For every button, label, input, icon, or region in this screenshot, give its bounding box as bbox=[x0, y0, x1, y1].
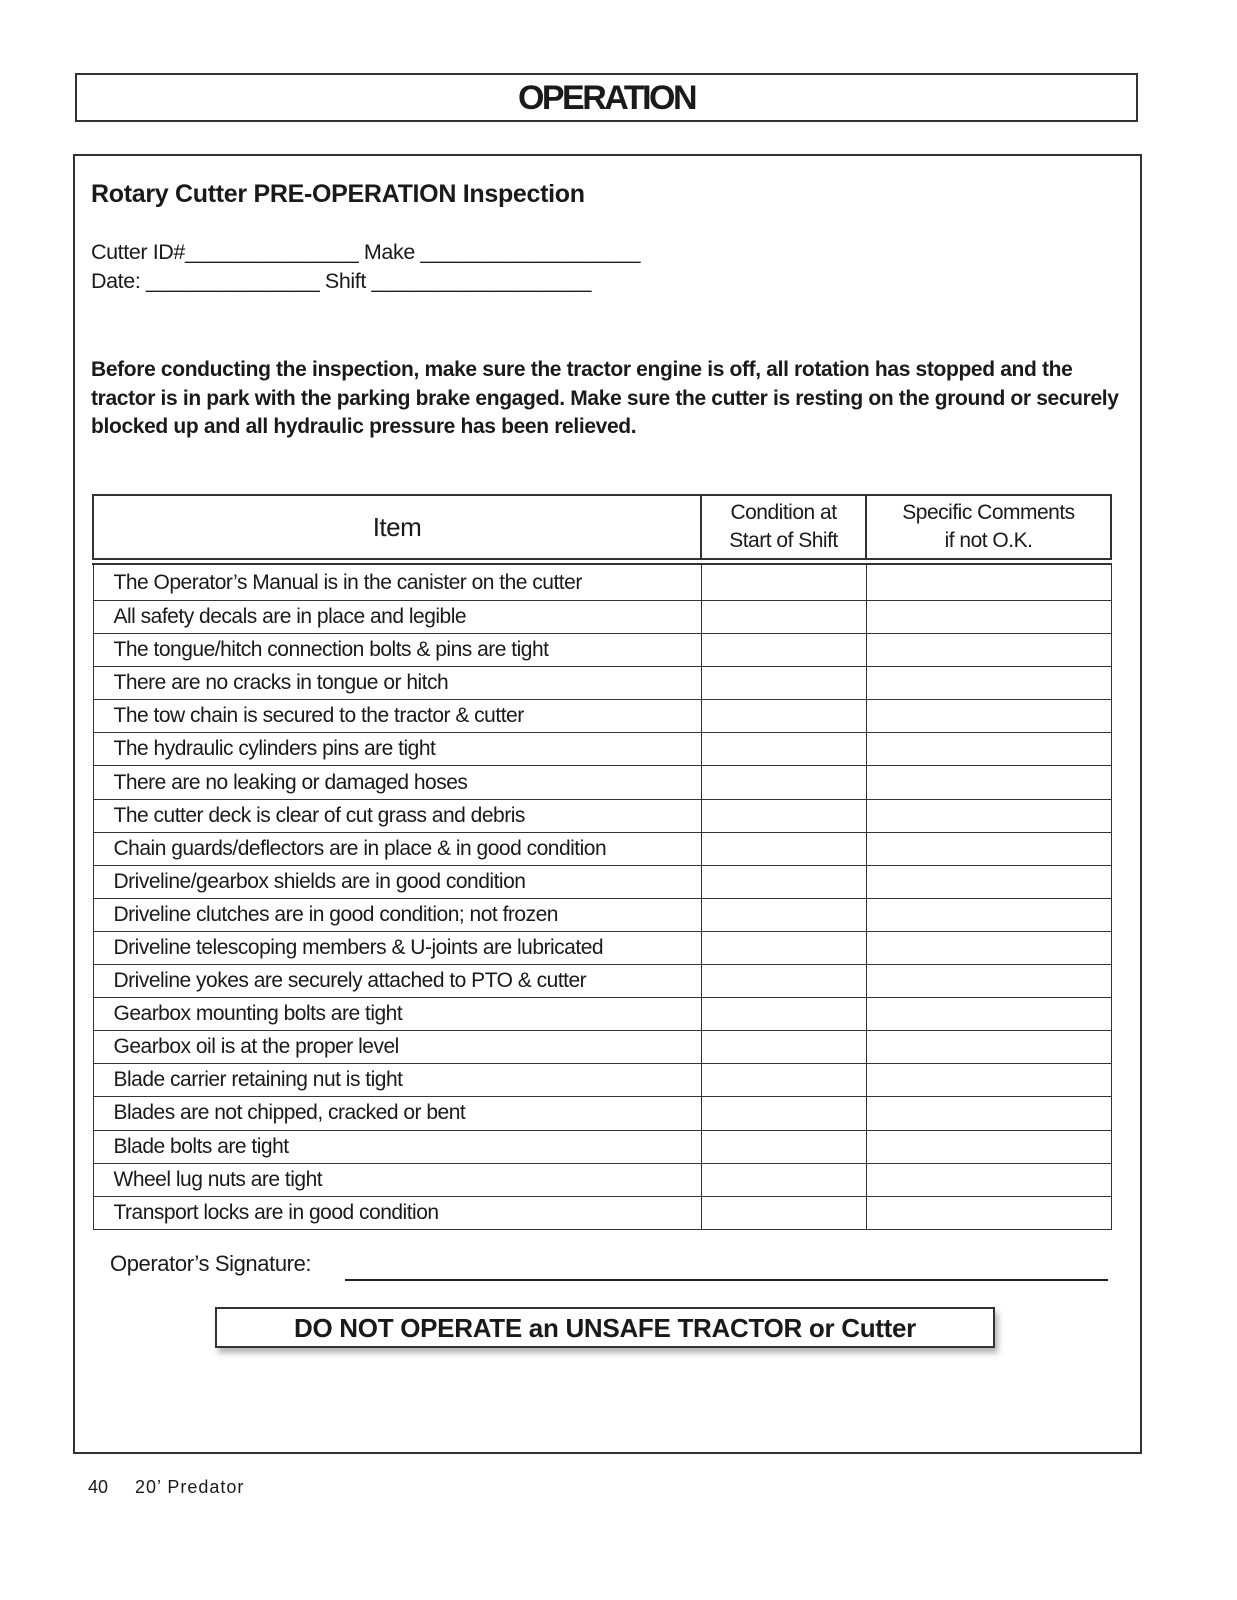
header-comments bbox=[866, 495, 1111, 562]
table-row bbox=[93, 965, 1111, 998]
row-item: Driveline yokes are securely attached to PTO & cutter bbox=[93, 965, 701, 998]
condition-cell[interactable] bbox=[701, 998, 866, 1031]
condition-cell[interactable] bbox=[701, 1097, 866, 1130]
condition-cell[interactable] bbox=[701, 898, 866, 931]
comments-cell[interactable] bbox=[866, 766, 1111, 799]
table-row bbox=[93, 667, 1111, 700]
comments-cell[interactable] bbox=[866, 1031, 1111, 1064]
comments-cell[interactable] bbox=[866, 965, 1111, 998]
row-item: Chain guards/deflectors are in place & in good condition bbox=[93, 832, 701, 865]
row-item: The hydraulic cylinders pins are tight bbox=[93, 733, 701, 766]
comments-cell[interactable] bbox=[866, 562, 1111, 601]
row-item: Driveline telescoping members & U-joints are lubricated bbox=[93, 931, 701, 964]
condition-cell[interactable] bbox=[701, 733, 866, 766]
document-name: 20’ Predator bbox=[135, 1477, 245, 1497]
row-item: The cutter deck is clear of cut grass and debris bbox=[93, 799, 701, 832]
comments-cell[interactable] bbox=[866, 1130, 1111, 1163]
table-row bbox=[93, 865, 1111, 898]
row-item: There are no leaking or damaged hoses bbox=[93, 766, 701, 799]
row-item: Gearbox oil is at the proper level bbox=[93, 1031, 701, 1064]
row-item: All safety decals are in place and legible bbox=[93, 601, 701, 634]
condition-cell[interactable] bbox=[701, 700, 866, 733]
table-row bbox=[93, 1097, 1111, 1130]
header-comments-line1: Specific Comments bbox=[902, 501, 1075, 524]
section-title: OPERATION bbox=[517, 79, 696, 117]
header-comments-line2: if not O.K. bbox=[944, 529, 1033, 552]
comments-cell[interactable] bbox=[866, 1196, 1111, 1229]
table-row bbox=[93, 634, 1111, 667]
row-item: Driveline/gearbox shields are in good condition bbox=[93, 865, 701, 898]
row-item: Driveline clutches are in good condition; not frozen bbox=[93, 898, 701, 931]
table-row bbox=[93, 1031, 1111, 1064]
condition-cell[interactable] bbox=[701, 634, 866, 667]
condition-cell[interactable] bbox=[701, 931, 866, 964]
signature-field[interactable] bbox=[345, 1279, 1108, 1281]
inspection-table bbox=[92, 494, 1112, 1230]
form-title: Rotary Cutter PRE-OPERATION Inspection bbox=[91, 180, 585, 208]
comments-cell[interactable] bbox=[866, 733, 1111, 766]
comments-cell[interactable] bbox=[866, 898, 1111, 931]
condition-cell[interactable] bbox=[701, 1163, 866, 1196]
condition-cell[interactable] bbox=[701, 601, 866, 634]
comments-cell[interactable] bbox=[866, 634, 1111, 667]
table-header bbox=[93, 495, 1111, 562]
table-row bbox=[93, 898, 1111, 931]
row-item: Transport locks are in good condition bbox=[93, 1196, 701, 1229]
row-item: Wheel lug nuts are tight bbox=[93, 1163, 701, 1196]
table-row bbox=[93, 832, 1111, 865]
table-row bbox=[93, 799, 1111, 832]
header-condition bbox=[701, 495, 866, 562]
table-row bbox=[93, 998, 1111, 1031]
row-item: Blade bolts are tight bbox=[93, 1130, 701, 1163]
table-row bbox=[93, 700, 1111, 733]
row-item: Gearbox mounting bolts are tight bbox=[93, 998, 701, 1031]
condition-cell[interactable] bbox=[701, 832, 866, 865]
comments-cell[interactable] bbox=[866, 998, 1111, 1031]
safety-notice: DO NOT OPERATE an UNSAFE TRACTOR or Cutter bbox=[215, 1307, 995, 1348]
condition-cell[interactable] bbox=[701, 562, 866, 601]
row-item: The tongue/hitch connection bolts & pins are tight bbox=[93, 634, 701, 667]
condition-cell[interactable] bbox=[701, 1031, 866, 1064]
comments-cell[interactable] bbox=[866, 1064, 1111, 1097]
comments-cell[interactable] bbox=[866, 865, 1111, 898]
signature-label: Operator’s Signature: bbox=[110, 1251, 312, 1276]
condition-cell[interactable] bbox=[701, 667, 866, 700]
table-row bbox=[93, 1163, 1111, 1196]
date-shift-line: Date: _______________ Shift ___________________ bbox=[91, 269, 592, 293]
comments-cell[interactable] bbox=[866, 1097, 1111, 1130]
header-condition-line1: Condition at bbox=[730, 501, 837, 524]
comments-cell[interactable] bbox=[866, 667, 1111, 700]
comments-cell[interactable] bbox=[866, 832, 1111, 865]
table-row bbox=[93, 931, 1111, 964]
row-item: Blade carrier retaining nut is tight bbox=[93, 1064, 701, 1097]
table-row bbox=[93, 601, 1111, 634]
table-row bbox=[93, 1130, 1111, 1163]
table-row bbox=[93, 766, 1111, 799]
table-row bbox=[93, 562, 1111, 601]
condition-cell[interactable] bbox=[701, 799, 866, 832]
row-item: The Operator’s Manual is in the canister on the cutter bbox=[93, 562, 701, 601]
safety-warning: Before conducting the inspection, make sure the tractor engine is off, all rotation has stopped and the tractor is in park with the parking brake engaged. Make sure the cutter is resting on the ground or securely blocked up and all hydraulic pressure has been relieved. bbox=[91, 358, 1119, 438]
header-condition-line2: Start of Shift bbox=[729, 529, 838, 552]
page-number: 40 bbox=[88, 1477, 109, 1497]
condition-cell[interactable] bbox=[701, 965, 866, 998]
table-row bbox=[93, 1064, 1111, 1097]
comments-cell[interactable] bbox=[866, 700, 1111, 733]
row-item: The tow chain is secured to the tractor & cutter bbox=[93, 700, 701, 733]
row-item: There are no cracks in tongue or hitch bbox=[93, 667, 701, 700]
condition-cell[interactable] bbox=[701, 865, 866, 898]
comments-cell[interactable] bbox=[866, 1163, 1111, 1196]
condition-cell[interactable] bbox=[701, 766, 866, 799]
comments-cell[interactable] bbox=[866, 931, 1111, 964]
comments-cell[interactable] bbox=[866, 799, 1111, 832]
comments-cell[interactable] bbox=[866, 601, 1111, 634]
condition-cell[interactable] bbox=[701, 1130, 866, 1163]
section-header bbox=[75, 73, 1138, 122]
row-item: Blades are not chipped, cracked or bent bbox=[93, 1097, 701, 1130]
header-item: Item bbox=[93, 495, 701, 562]
condition-cell[interactable] bbox=[701, 1196, 866, 1229]
table-row bbox=[93, 1196, 1111, 1229]
condition-cell[interactable] bbox=[701, 1064, 866, 1097]
table-row bbox=[93, 733, 1111, 766]
cutter-id-make-line: Cutter ID#_______________ Make ___________________ bbox=[91, 240, 641, 264]
